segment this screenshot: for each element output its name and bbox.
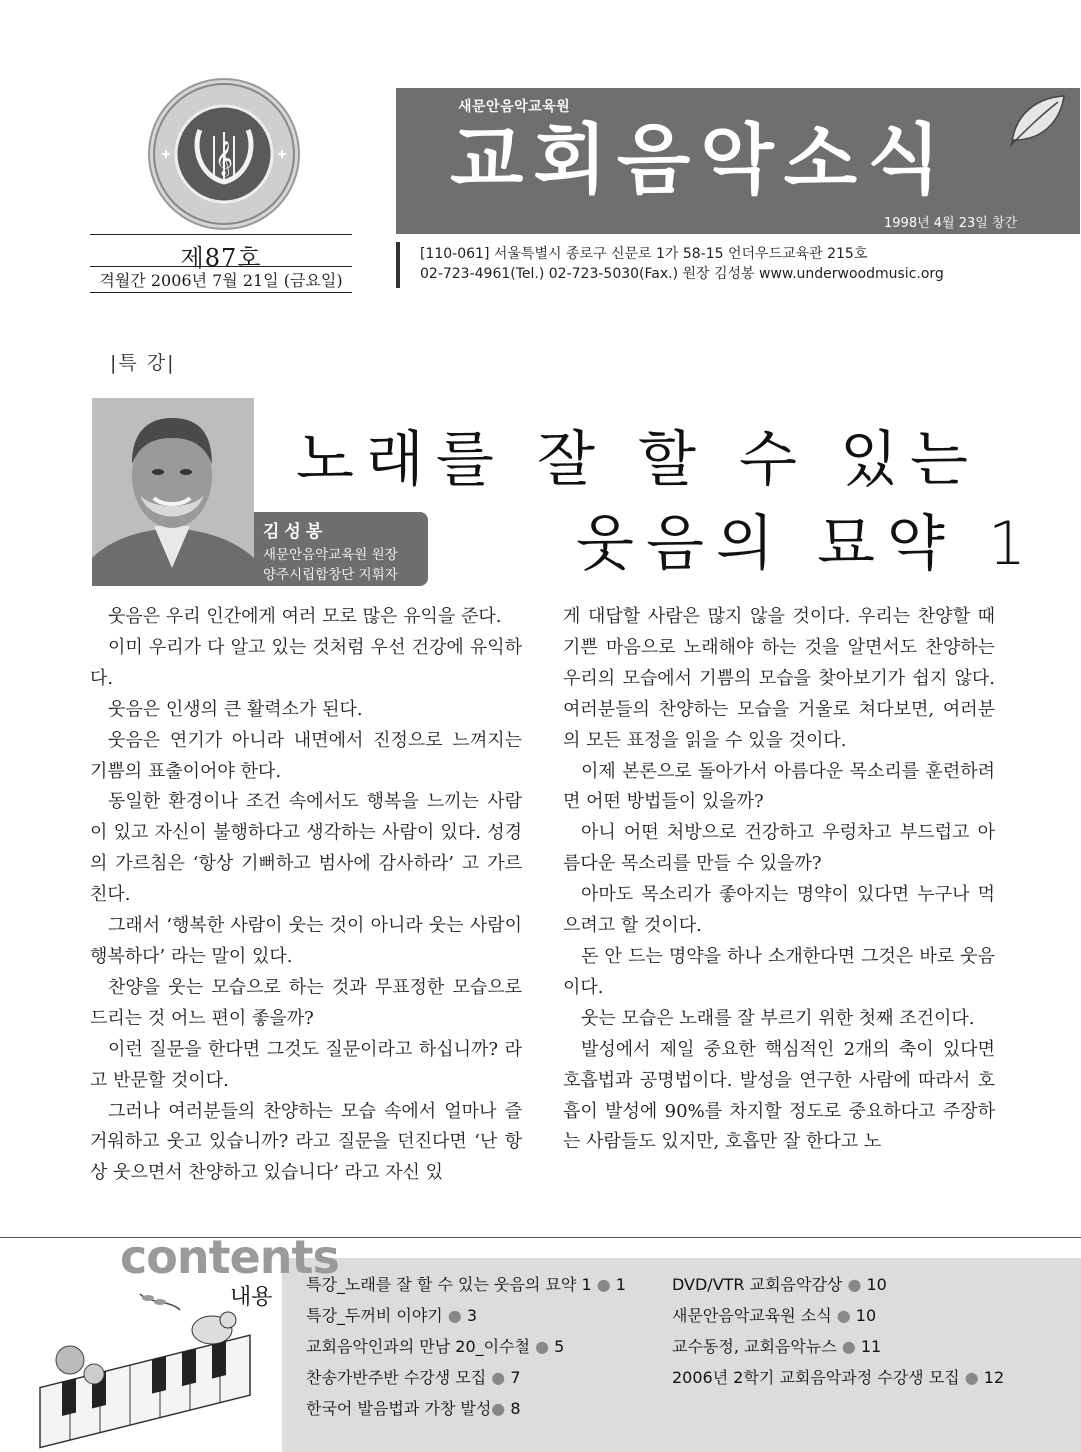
founded-date: 1998년 4월 23일 창간 [884, 216, 1018, 231]
article-column-left [90, 602, 522, 1189]
paragraph: 게 대답할 사람은 많지 않을 것이다. 우리는 찬양할 때 기쁜 마음으로 노래해야 하는 것을 알면서도 찬양하는 우리의 모습에서 기쁨의 모습을 찾아보기가 쉽지 않다. 여러분들의 찬양하는 모습을 거울로 쳐다보면, 여러분의 모든 표정을 읽을 수 있을 것이다. [563, 606, 995, 751]
divider [90, 234, 352, 235]
paragraph: 아니 어떤 처방으로 건강하고 우렁차고 부드럽고 아름다운 목소리를 만들 수 있을까? [563, 822, 995, 875]
paragraph: 동일한 환경이나 조건 속에서도 행복을 느끼는 사람이 있고 자신이 불행하다고 생각하는 사람이 있다. 성경의 가르침은 ‘항상 기뻐하고 범사에 감사하라’ 고 가르친다. [90, 791, 522, 906]
toc-item-page: 5 [554, 1337, 565, 1356]
portrait-image [92, 398, 254, 586]
toc-item-page: 11 [860, 1337, 882, 1356]
author-name: 김성봉 [263, 522, 328, 542]
toc-item-page: 10 [866, 1275, 887, 1294]
paragraph: 돈 안 드는 명약을 하나 소개한다면 그것은 바로 웃음이다. [563, 945, 995, 998]
paragraph: 웃는 모습은 노래를 잘 부르기 위한 첫째 조건이다. [581, 1007, 975, 1029]
author-photo [92, 398, 254, 586]
toc-item-title: 새문안음악교육원 소식 [672, 1306, 832, 1325]
paragraph: 이런 질문을 한다면 그것도 질문이라고 하십니까? 라고 반문할 것이다. [90, 1038, 522, 1091]
toc-item[interactable]: 2006년 2학기 교회음악과정 수강생 모집 ● 12 [672, 1368, 1005, 1387]
toc-item[interactable]: 교수동정, 교회음악뉴스 ● 11 [672, 1337, 882, 1356]
paragraph: 이미 우리가 다 알고 있는 것처럼 우선 건강에 유익하다. [90, 636, 522, 689]
issue-number: 제87호 [180, 244, 262, 272]
headline: 노래를 잘 할 수 있는 [296, 425, 980, 495]
paragraph: 그래서 ‘행복한 사람이 웃는 것이 아니라 웃는 사람이 행복하다’ 라는 말이 있다. [90, 915, 522, 967]
organization-name: 새문안음악교육원 [458, 99, 571, 115]
toc-item-page: 7 [510, 1368, 521, 1387]
contents-heading-korean: 내용 [230, 1285, 273, 1310]
toc-item-page: 8 [510, 1399, 521, 1418]
author-role: 새문안음악교육원 원장 [263, 547, 398, 563]
paragraph: 웃음은 우리 인간에게 여러 모로 많은 유익을 준다. [108, 606, 502, 627]
toc-item-title: DVD/VTR 교회음악감상 [672, 1275, 843, 1294]
toc-item[interactable]: DVD/VTR 교회음악감상 ● 10 [672, 1275, 887, 1294]
lyre-icon [148, 78, 300, 230]
address-line: [110-061] 서울특별시 종로구 신문로 1가 58-15 언더우드교육관 215호 [420, 246, 868, 262]
divider [90, 292, 352, 293]
paragraph: 웃음은 연기가 아니라 내면에서 진정으로 느껴지는 기쁨의 표출이어야 한다. [90, 729, 522, 782]
phone-website-line: 02-723-4961(Tel.) 02-723-5030(Fax.) 원장 김성봉 www.underwoodmusic.org [420, 266, 944, 282]
paragraph: 아마도 목소리가 좋아지는 명약이 있다면 누구나 먹으려고 할 것이다. [563, 884, 995, 937]
toc-item[interactable]: 새문안음악교육원 소식 ● 10 [672, 1306, 877, 1325]
toc-item-title: 찬송가반주반 수강생 모집 [306, 1368, 487, 1387]
headline: 웃음의 묘약 1 [576, 509, 1039, 579]
toc-item[interactable]: 한국어 발음법과 가창 발성● 8 [306, 1399, 521, 1418]
leaf-icon [1006, 92, 1068, 148]
toc-item[interactable]: 교회음악인과의 만남 20_이수철 ● 5 [306, 1337, 565, 1356]
contact-info [420, 244, 944, 284]
paragraph: 찬양을 웃는 모습으로 하는 것과 무표정한 모습으로 드리는 것 어느 편이 좋을까? [90, 976, 522, 1029]
toc-item-title: 특강_두꺼비 이야기 [306, 1306, 443, 1325]
toc-item-page: 3 [466, 1306, 478, 1325]
toc-item[interactable]: 특강_두꺼비 이야기 ● 3 [306, 1306, 478, 1325]
toc-item-title: 한국어 발음법과 가창 발성 [306, 1399, 492, 1418]
toc-item-title: 교수동정, 교회음악뉴스 [672, 1337, 837, 1356]
address-marker [396, 242, 400, 288]
paragraph: 이제 본론으로 돌아가서 아름다운 목소리를 훈련하려면 어떤 방법들이 있을까? [563, 760, 995, 813]
paragraph: 발성에서 제일 중요한 핵심적인 2개의 축이 있다면 호흡법과 공명법이다. 발성을 연구한 사람에 따라서 호흡이 발성에 90%를 차지할 정도로 중요하다고 주장하는 사람들도 있지만, 호흡만 잘 한다고 노 [563, 1038, 995, 1153]
contents-heading: contents [120, 1230, 339, 1284]
svg-text:𝄞: 𝄞 [215, 141, 233, 176]
toc-item-page: 1 [615, 1275, 626, 1294]
piano-bird-illustration-icon [30, 1290, 280, 1450]
toc-item[interactable]: 특강_노래를 잘 할 수 있는 웃음의 묘약 1 ● 1 [306, 1275, 626, 1294]
paragraph: 그러나 여러분들의 찬양하는 모습 속에서 얼마나 즐거워하고 웃고 있습니까? 라고 질문을 던진다면 ‘난 항상 웃으면서 찬양하고 있습니다’ 라고 자신 있 [90, 1100, 522, 1184]
paragraph: 웃음은 인생의 큰 활력소가 된다. [108, 698, 363, 720]
toc-item-page: 10 [855, 1306, 877, 1325]
issue-date: 격월간 2006년 7월 21일 (금요일) [99, 271, 343, 290]
toc-item-page: 12 [983, 1368, 1005, 1387]
article-column-right [563, 602, 995, 1158]
organization-seal-logo [148, 78, 300, 230]
author-caption [254, 512, 428, 586]
divider [90, 266, 352, 267]
author-role: 양주시립합창단 지휘자 [263, 567, 398, 583]
toc-item[interactable]: 찬송가반주반 수강생 모집 ● 7 [306, 1368, 521, 1387]
section-label: |특 강| [110, 352, 176, 374]
toc-item-title: 교회음악인과의 만남 20_이수철 [306, 1337, 531, 1356]
toc-item-title: 특강_노래를 잘 할 수 있는 웃음의 묘약 1 [306, 1275, 592, 1294]
toc-item-title: 2006년 2학기 교회음악과정 수강생 모집 [672, 1368, 960, 1387]
newsletter-title: 교회음악소식 [450, 115, 951, 204]
